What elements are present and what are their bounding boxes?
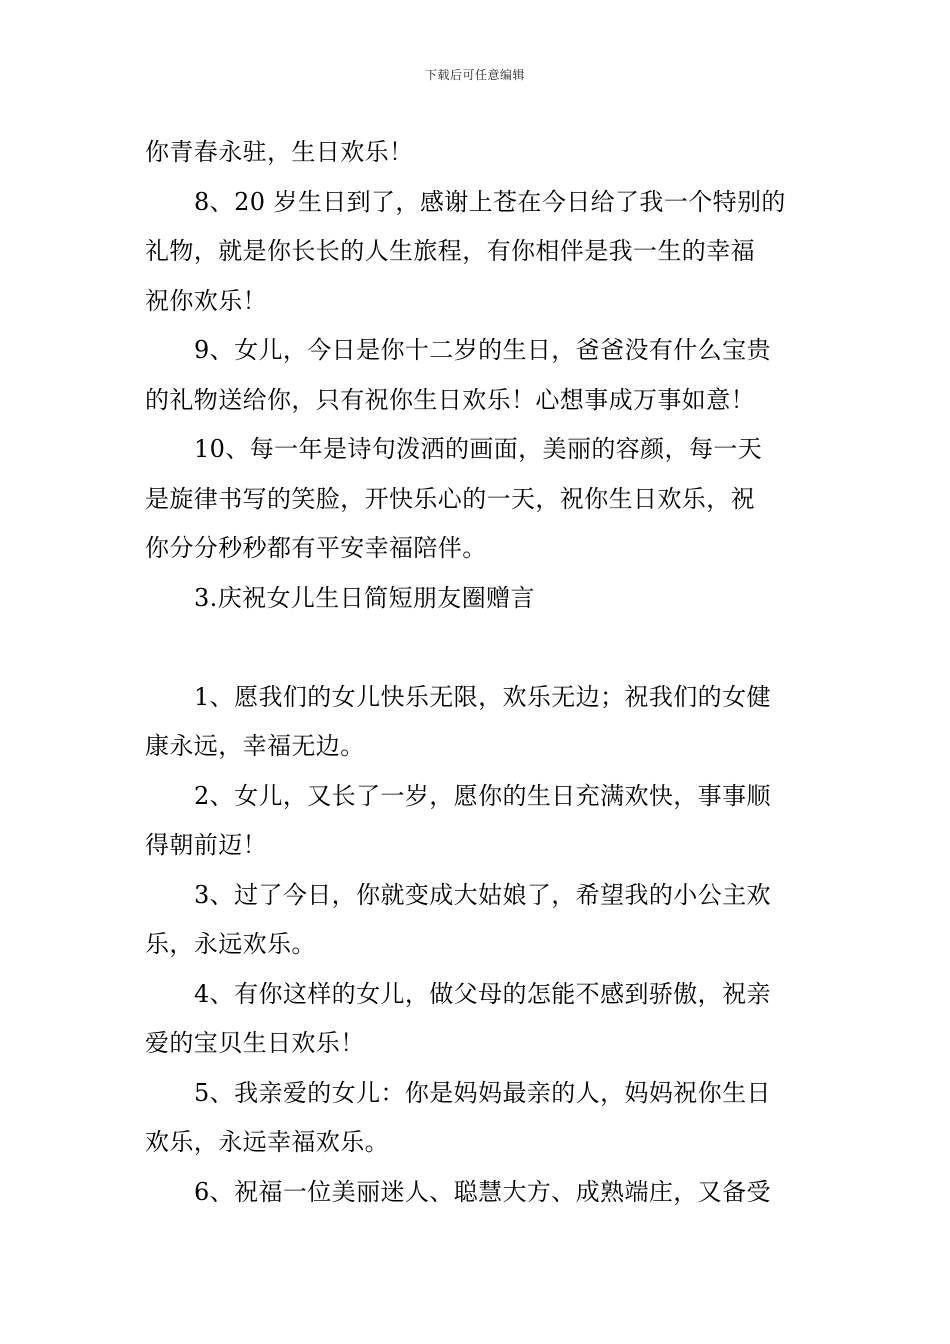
text-line: 礼物，就是你长长的人生旅程，有你相伴是我一生的幸福 (145, 237, 755, 265)
text-line: 4、有你这样的女儿，做父母的怎能不感到骄傲，祝亲 (194, 979, 771, 1008)
text-line: 10、每一年是诗句泼洒的画面，美丽的容颜，每一天 (194, 435, 763, 463)
text-line: 得朝前迈！ (145, 831, 267, 859)
text-line: 1、愿我们的女儿快乐无限，欢乐无边；祝我们的女健 (194, 682, 771, 711)
text-line: 3、过了今日，你就变成大姑娘了，希望我的小公主欢 (194, 880, 771, 909)
document-body (145, 128, 810, 1217)
text-line: 9、女儿，今日是你十二岁的生日，爸爸没有什么宝贵 (194, 336, 771, 364)
text-line: 你青春永驻，生日欢乐！ (145, 138, 414, 166)
text-line: 爱的宝贝生日欢乐！ (145, 1029, 365, 1057)
text-line: 6、祝福一位美丽迷人、聪慧大方、成熟端庄，又备受 (194, 1177, 771, 1206)
spacer (145, 623, 810, 673)
text-line: 8、20 岁生日到了，感谢上苍在今日给了我一个特别的 (194, 187, 786, 216)
text-line: 欢乐，永远幸福欢乐。 (145, 1128, 389, 1156)
text-line: 你分分秒秒都有平安幸福陪伴。 (145, 534, 487, 562)
text-line: 祝你欢乐！ (145, 286, 267, 315)
text-line: 是旋律书写的笑脸，开快乐心的一天，祝你生日欢乐，祝 (145, 484, 755, 513)
text-line: 乐，永远欢乐。 (145, 930, 316, 958)
text-line: 康永远，幸福无边。 (145, 732, 365, 760)
text-line: 2、女儿，又长了一岁，愿你的生日充满欢快，事事顺 (194, 781, 771, 810)
section-heading: 3.庆祝女儿生日简短朋友圈赠言 (194, 583, 535, 612)
page-header: 下载后可任意编辑 (424, 68, 525, 82)
text-line: 的礼物送给你，只有祝你生日欢乐！心想事成万事如意！ (145, 385, 755, 414)
text-line: 5、我亲爱的女儿：你是妈妈最亲的人，妈妈祝你生日 (194, 1078, 771, 1107)
